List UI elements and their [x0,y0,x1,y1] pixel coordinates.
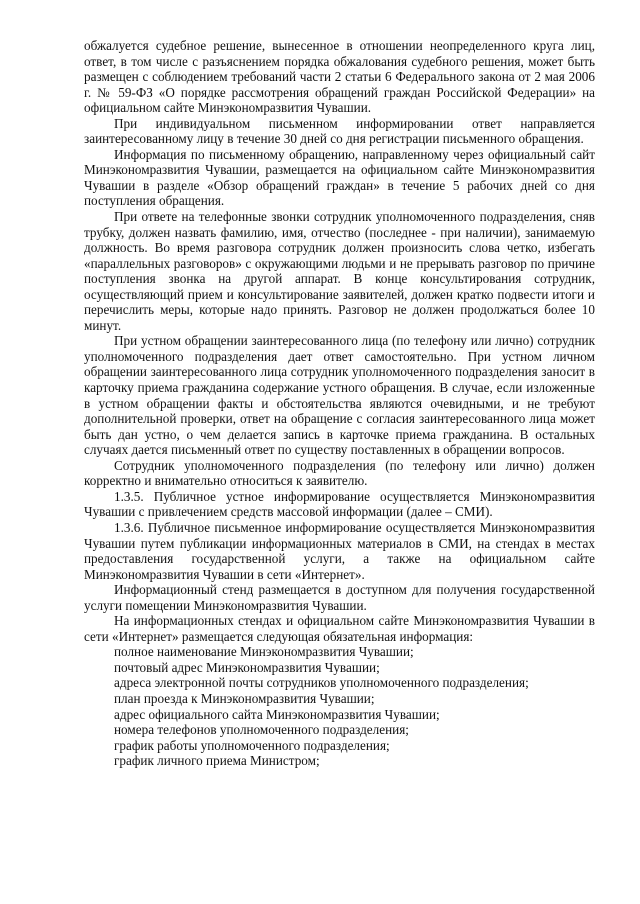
paragraph-info-stand: Информационный стенд размещается в доступном для получения государственной услуги помещении Минэкономразвития Чувашии. [84,582,595,613]
list-item: график работы уполномоченного подразделения; [114,737,390,753]
paragraph-individual-written: При индивидуальном письменном информировании ответ направляется заинтересованному лицу в течение 30 дней со дня регистрации письменного обращения. [84,115,595,147]
paragraph-website-appeals: Информация по письменному обращению, направленному через официальный сайт Минэкономразвития Чувашии, размещается на официальном сайте Минэкономразвития Чувашии в разделе «Обзор обращений граждан» в течение 5 рабочих дней со дня поступления обращения. [84,146,595,209]
list-item: адреса электронной почты сотрудников уполномоченного подразделения; [114,675,529,691]
paragraph-1-3-5: 1.3.5. Публичное устное информирование осуществляется Минэкономразвития Чувашии с привлечением средств массовой информации (далее – СМИ). [84,488,595,520]
paragraph-courtesy: Сотрудник уполномоченного подразделения (по телефону или лично) должен корректно и внимательно относиться к заявителю. [84,457,595,489]
paragraph-oral-appeal: При устном обращении заинтересованного лица (по телефону или лично) сотрудник уполномоченного подразделения дает ответ самостоятельно. При устном личном обращении заинтересованного лица сотрудник уполномоченного подразделения заносит в карточку приема гражданина содержание устного обращения. В случае, если изложенные в устном обращении факты и обстоятельства являются очевидными, и не требуют дополнительной проверки, ответ на обращение с согласия заинтересованного лица может быть дан устно, о чем делается запись в карточке приема гражданина. В остальных случаях дается письменный ответ по существу поставленных в обращении вопросов. [84,333,595,458]
list-item: график личного приема Министром; [114,753,320,769]
list-item: адрес официального сайта Минэкономразвития Чувашии; [114,706,440,722]
paragraph-mandatory-info: На информационных стендах и официальном сайте Минэкономразвития Чувашии в сети «Интернет» размещается следующая обязательная информация: [84,613,595,644]
paragraph-court-decision: обжалуется судебное решение, вынесенное в отношении неопределенного круга лиц, ответ, в том числе с разъяснением порядка обжалования судебного решения, может быть размещен с соблюдением требований части 2 статьи 6 Федерального закона от 2 мая 2006 г. № 59-ФЗ «О порядке рассмотрения обращений граждан Российской Федерации» на официальном сайте Минэкономразвития Чувашии. [84,38,595,116]
list-item: почтовый адрес Минэкономразвития Чувашии; [114,659,380,675]
mandatory-info-list [84,644,595,768]
list-item: номера телефонов уполномоченного подразделения; [114,722,409,738]
list-item: полное наименование Минэкономразвития Чувашии; [114,644,414,660]
paragraph-1-3-6: 1.3.6. Публичное письменное информирование осуществляется Минэкономразвития Чувашии путем публикации информационных материалов в СМИ, на стендах в местах предоставления государственной услуги, а также на официальном сайте Минэкономразвития Чувашии в сети «Интернет». [84,519,595,582]
list-item: план проезда к Минэкономразвития Чувашии; [114,690,375,706]
paragraph-phone-calls: При ответе на телефонные звонки сотрудник уполномоченного подразделения, сняв трубку, должен назвать фамилию, имя, отчество (последнее - при наличии), занимаемую должность. Во время разговора сотрудник должен произносить слова четко, избегать «параллельных разговоров» с окружающими людьми и не прерывать разговор по причине поступления звонка на другой аппарат. В конце консультирования сотрудник, осуществляющий прием и консультирование заявителей, должен кратко подвести итоги и перечислить меры, которые надо принять. Разговор не должен продолжаться более 10 минут. [84,209,595,333]
